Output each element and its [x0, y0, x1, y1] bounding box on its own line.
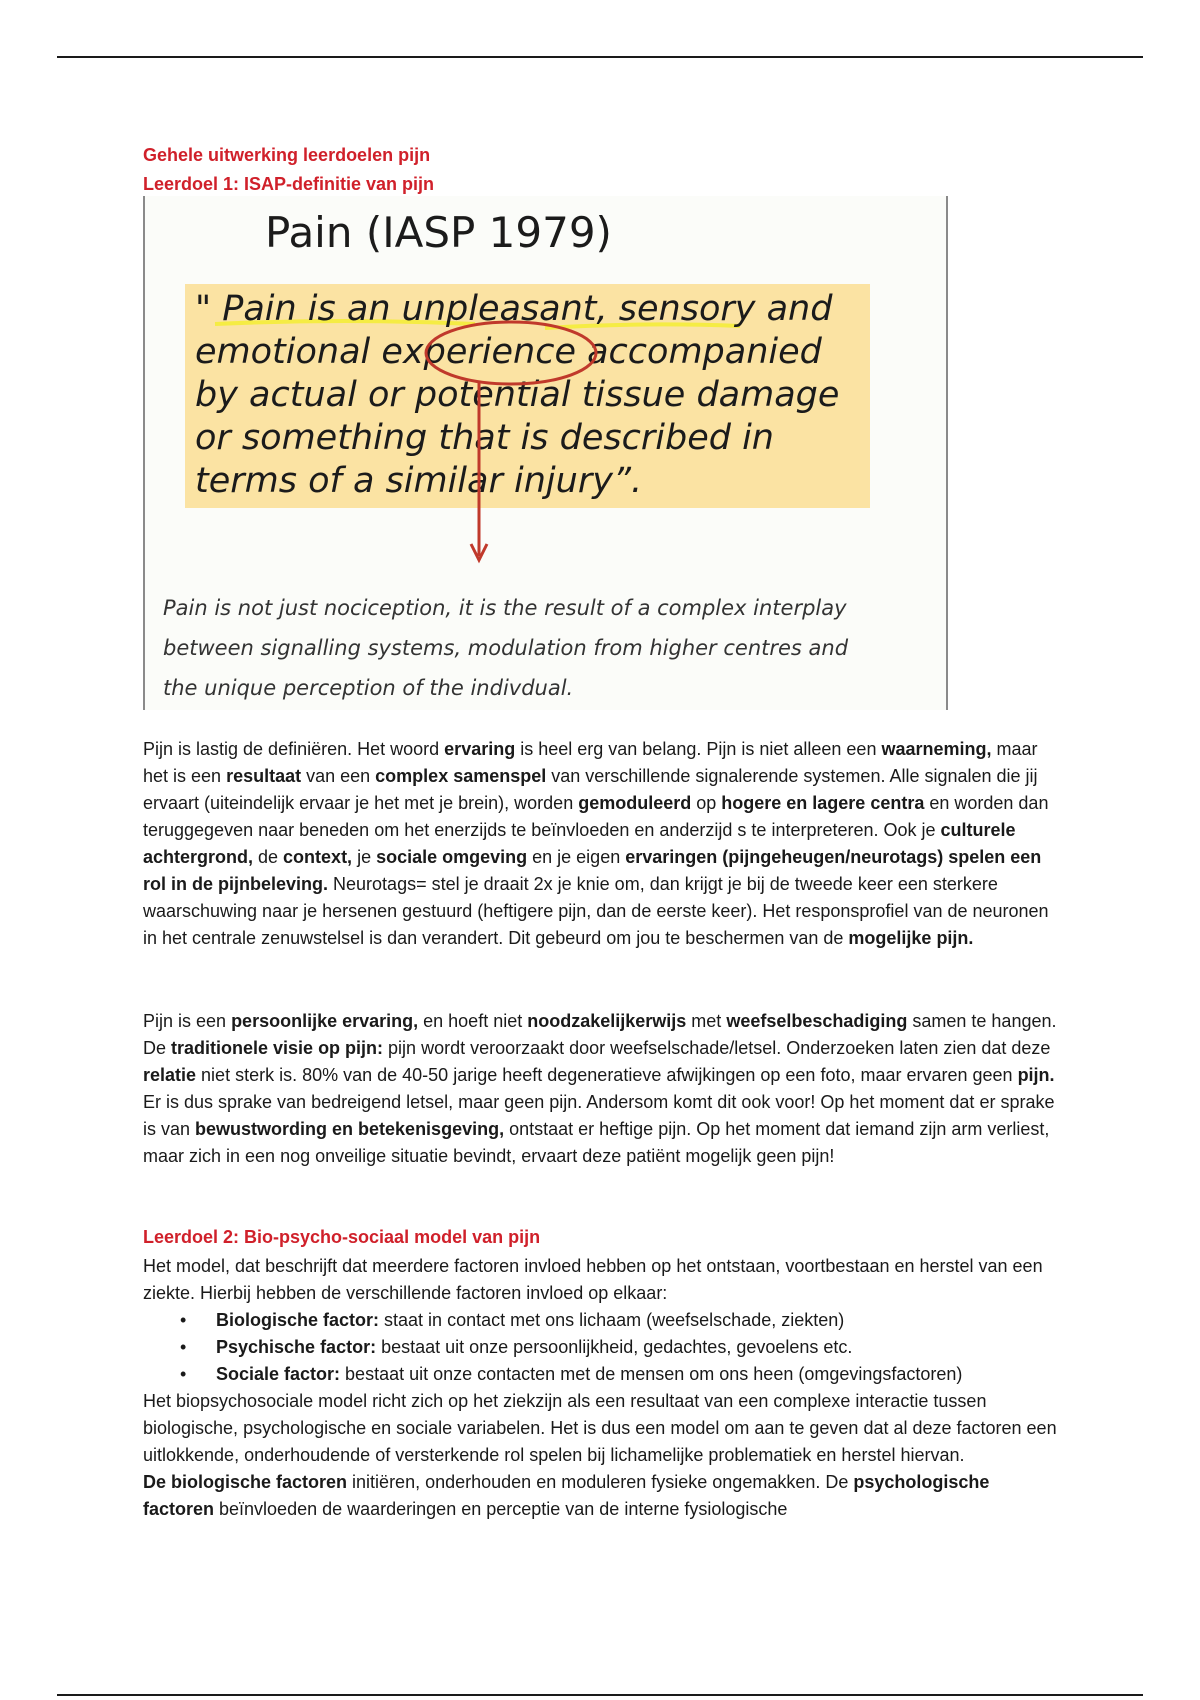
quote-line: " Pain is an unpleasant, sensory and: [195, 289, 833, 329]
quote-line: by actual or potential tissue damage: [195, 375, 840, 415]
model-explanation: Het biopsychosociale model richt zich op het ziekzijn als een resultaat van een complexe interactie tussen biologische, psychologische en sociale variabelen. Het is dus een model om aan te geven dat al deze factoren een uitlokkende, onderhoudende of versterkende rol spelen bij lichamelijke problematiek en herstel hiervan.: [143, 1391, 1057, 1465]
paragraph-definition: Pijn is lastig de definiëren. Het woord ervaring is heel erg van belang. Pijn is niet alleen een waarneming, maar het is een resultaat van een complex samenspel van verschillende signalerende systemen. Alle signalen die jij ervaart (uiteindelijk ervaar je het met je brein), worden gemoduleerd op hogere en lagere centra en worden dan teruggegeven naar beneden om het enerzijds te beïnvloeden en anderzijd s te interpreteren. Ook je culturele achtergrond, de context, je sociale omgeving en je eigen ervaringen (pijngeheugen/neurotags) spelen een rol in de pijnbeleving. Neurotags= stel je draait 2x je knie om, dan krijgt je bij de tweede keer een sterkere waarschuwing naar je hersenen gestuurd (heftigere pijn, dan de eerste keer). Het responsprofiel van de neuronen in het centrale zenuwstelsel is dan verandert. Dit gebeurd om jou te beschermen van de mogelijke pijn.: [143, 739, 1049, 948]
goal-2-heading: Leerdoel 2: Bio-psycho-sociaal model van pijn: [143, 1227, 541, 1247]
paragraph-biopsychosocial: [143, 1253, 1063, 1523]
iasp-slide-image: [143, 196, 948, 710]
list-item: • Sociale factor: bestaat uit onze contacten met de mensen om ons heen (omgevingsfactoren): [143, 1361, 1063, 1388]
slide-note: [163, 588, 923, 708]
pain-definition-quote: [195, 288, 895, 503]
list-item: • Psychische factor: bestaat uit onze persoonlijkheid, gedachtes, gevoelens etc.: [143, 1334, 1063, 1361]
list-item: • Biologische factor: staat in contact met ons lichaam (weefselschade, ziekten): [143, 1307, 1063, 1334]
quote-line: emotional experience accompanied: [195, 332, 822, 372]
note-line: between signalling systems, modulation from higher centres and: [163, 636, 849, 660]
goal-1-heading: Leerdoel 1: ISAP-definitie van pijn: [143, 174, 435, 194]
paragraph-personal-experience: Pijn is een persoonlijke ervaring, en hoeft niet noodzakelijkerwijs met weefselbeschadiging samen te hangen. De traditionele visie op pijn: pijn wordt veroorzaakt door weefselschade/letsel. Onderzoeken laten zien dat deze relatie niet sterk is. 80% van de 40-50 jarige heeft degeneratieve afwijkingen op een foto, maar ervaren geen pijn. Er is dus sprake van bedreigend letsel, maar geen pijn. Andersom komt dit ook voor! Op het moment dat er sprake is van bewustwording en betekenisgeving, ontstaat er heftige pijn. Op het moment dat iemand zijn arm verliest, maar zich in een nog onveilige situatie bevindt, ervaart deze patiënt mogelijk geen pijn!: [143, 1011, 1057, 1166]
slide-title: Pain (IASP 1979): [265, 208, 612, 257]
factor-list: [143, 1307, 1063, 1388]
arrow-head-icon: [471, 544, 487, 560]
note-line: the unique perception of the indivdual.: [163, 676, 574, 700]
quote-line: or something that is described in: [195, 418, 774, 458]
quote-line: terms of a similar injury”.: [195, 461, 643, 501]
factors-roles: De biologische factoren initiëren, onderhouden en moduleren fysieke ongemakken. De psychologische factoren beïnvloeden de waarderingen en perceptie van de interne fysiologische: [143, 1472, 990, 1519]
header-rule: [57, 56, 1143, 58]
footer-rule: [57, 1694, 1143, 1696]
document-title: Gehele uitwerking leerdoelen pijn: [143, 145, 431, 165]
model-intro: Het model, dat beschrijft dat meerdere factoren invloed hebben op het ontstaan, voortbestaan en herstel van een ziekte. Hierbij hebben de verschillende factoren invloed op elkaar:: [143, 1256, 1043, 1303]
note-line: Pain is not just nociception, it is the result of a complex interplay: [163, 596, 847, 620]
